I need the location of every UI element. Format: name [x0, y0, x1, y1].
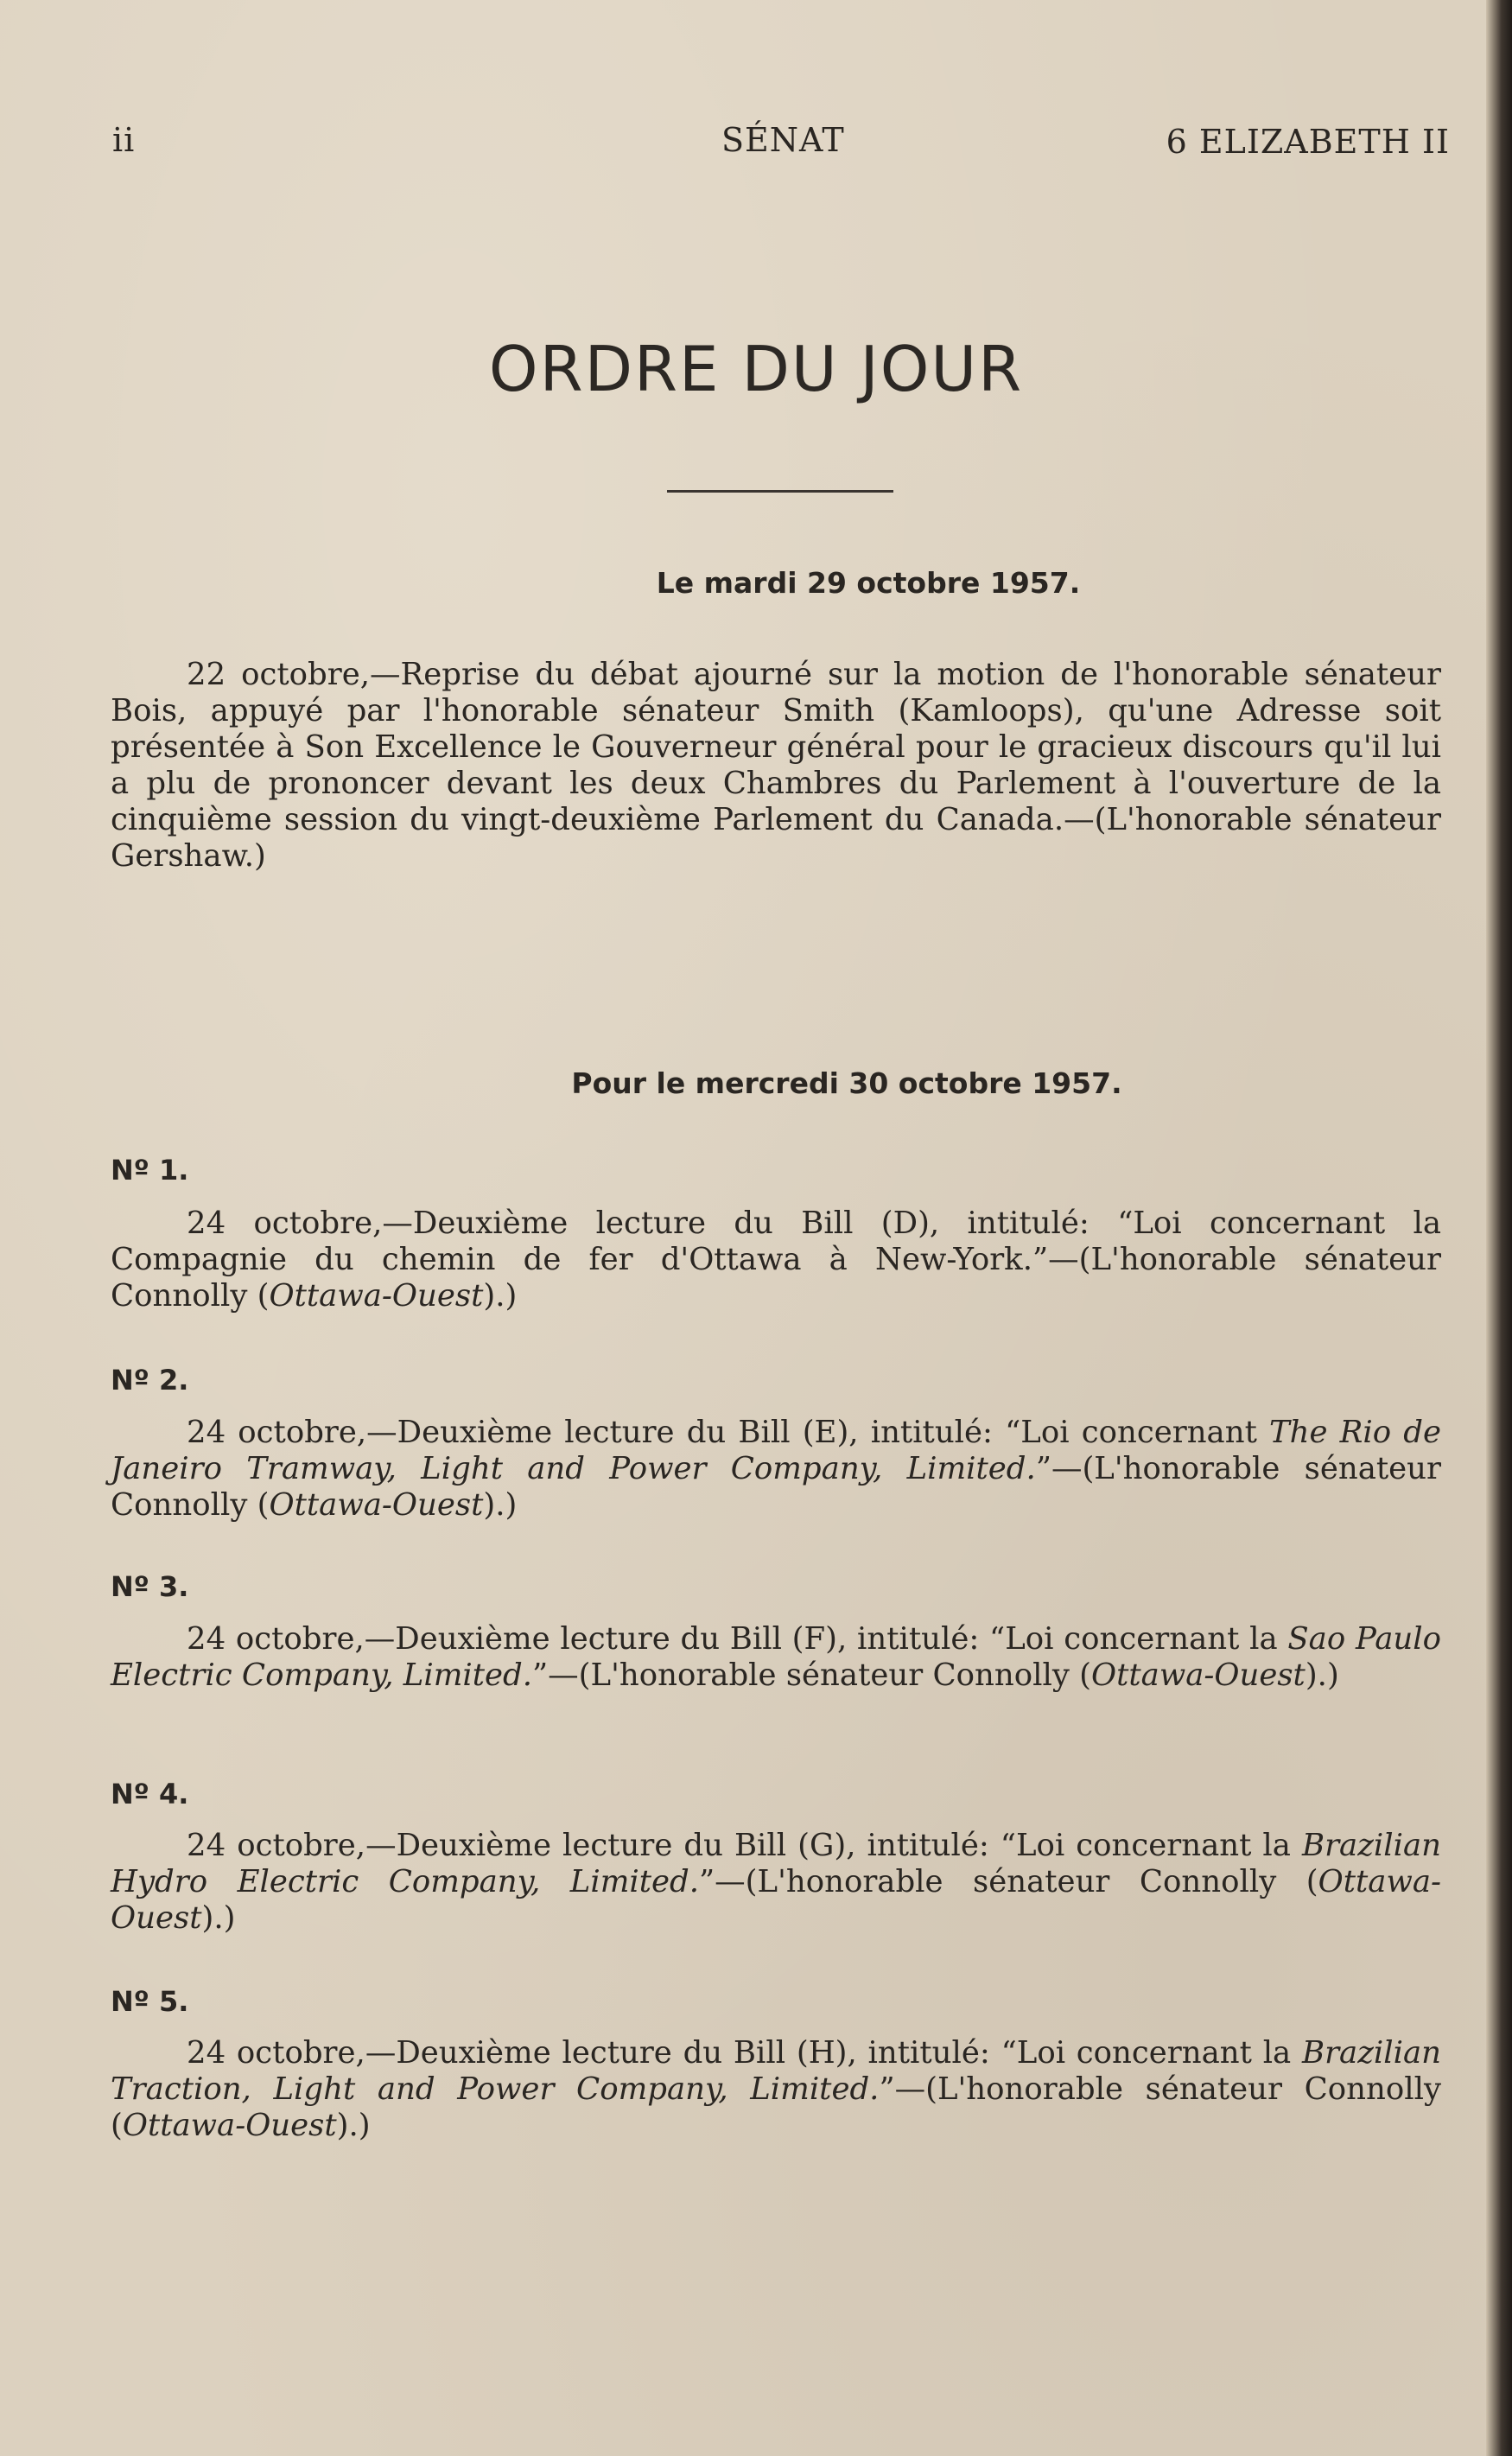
item-text: 24 octobre,—Deuxième lecture du Bill (D), intitulé: “Loi concernant la Compagnie du chemin de fer d'Ottawa à New-York.”—(L'honorable sénateur Connolly (: [111, 1206, 1441, 1314]
item-text-mid: ”—(L'honorable sénateur Connolly (: [111, 1451, 1441, 1523]
order-item-5: [111, 2035, 1441, 2144]
page-title: ORDRE DU JOUR: [488, 333, 1024, 405]
item-riding: Ottawa-Ouest: [269, 1278, 484, 1314]
order-item-3: [111, 1621, 1441, 1694]
item-text: 24 octobre,—Deuxième lecture du Bill (F), intitulé: “Loi concernant la: [187, 1621, 1288, 1657]
order-item-1: [111, 1206, 1441, 1314]
item-text-end: ).): [336, 2108, 371, 2143]
item-number-2: Nº 2.: [111, 1364, 189, 1397]
sitting-date-2: Pour le mercredi 30 octobre 1957.: [571, 1066, 1122, 1100]
item-text-mid: ”—(L'honorable sénateur Connolly (: [699, 1864, 1318, 1899]
title-divider: [667, 490, 893, 493]
item-text: 24 octobre,—Deuxième lecture du Bill (H), intitulé: “Loi concernant la: [187, 2035, 1302, 2071]
order-item-4: [111, 1828, 1441, 1937]
item-text-end: ).): [483, 1487, 518, 1523]
order-item-2: [111, 1415, 1441, 1524]
item-text: 24 octobre,—Deuxième lecture du Bill (E), intitulé: “Loi concernant: [187, 1415, 1269, 1450]
item-number-3: Nº 3.: [111, 1570, 189, 1603]
item-text-end: ).): [1305, 1657, 1339, 1693]
item-riding: Ottawa-Ouest: [269, 1487, 484, 1523]
item-text-mid: ”—(L'honorable sénateur Connolly (: [532, 1657, 1092, 1693]
item-company-name: Brazilian Traction, Light and Power Company, Limited.: [111, 2035, 1441, 2107]
item-text-end: ).): [483, 1278, 518, 1314]
item-company-name: Sao Paulo Electric Company, Limited.: [111, 1621, 1441, 1693]
item-number-1: Nº 1.: [111, 1154, 189, 1187]
session-label: 6 ELIZABETH II: [1166, 123, 1450, 161]
order-item-text: 22 octobre,—Reprise du débat ajourné sur la motion de l'honorable sénateur Bois, appuyé par l'honorable sénateur Smith (Kamloops), qu'une Adresse soit présentée à Son Excellence le Gouverneur général pour le gracieux discours qu'il lui a plu de prononcer devant les deux Chambres du Parlement à l'ouverture de la cinquième session du vingt-deuxième Parlement du Canada.—(L'honorable sénateur Gershaw.): [111, 657, 1441, 874]
item-riding: Ottawa-Ouest: [111, 1864, 1441, 1936]
item-text-end: ).): [201, 1900, 236, 1936]
page-number: ii: [112, 121, 136, 159]
item-text: 24 octobre,—Deuxième lecture du Bill (G), intitulé: “Loi concernant la: [187, 1828, 1302, 1863]
item-company-name: Brazilian Hydro Electric Company, Limited.: [111, 1828, 1441, 1899]
item-text-mid: ”—(L'honorable sénateur Connolly (: [111, 2071, 1441, 2143]
item-riding: Ottawa-Ouest: [1091, 1657, 1306, 1693]
item-company-name: The Rio de Janeiro Tramway, Light and Power Company, Limited.: [111, 1415, 1442, 1486]
item-number-5: Nº 5.: [111, 1985, 189, 2018]
running-header: [112, 121, 1450, 164]
chamber-name: SÉNAT: [721, 121, 845, 159]
item-riding: Ottawa-Ouest: [122, 2108, 337, 2143]
item-number-4: Nº 4.: [111, 1778, 189, 1810]
order-item-address-debate: [111, 657, 1441, 875]
sitting-date-1: Le mardi 29 octobre 1957.: [656, 566, 1081, 600]
